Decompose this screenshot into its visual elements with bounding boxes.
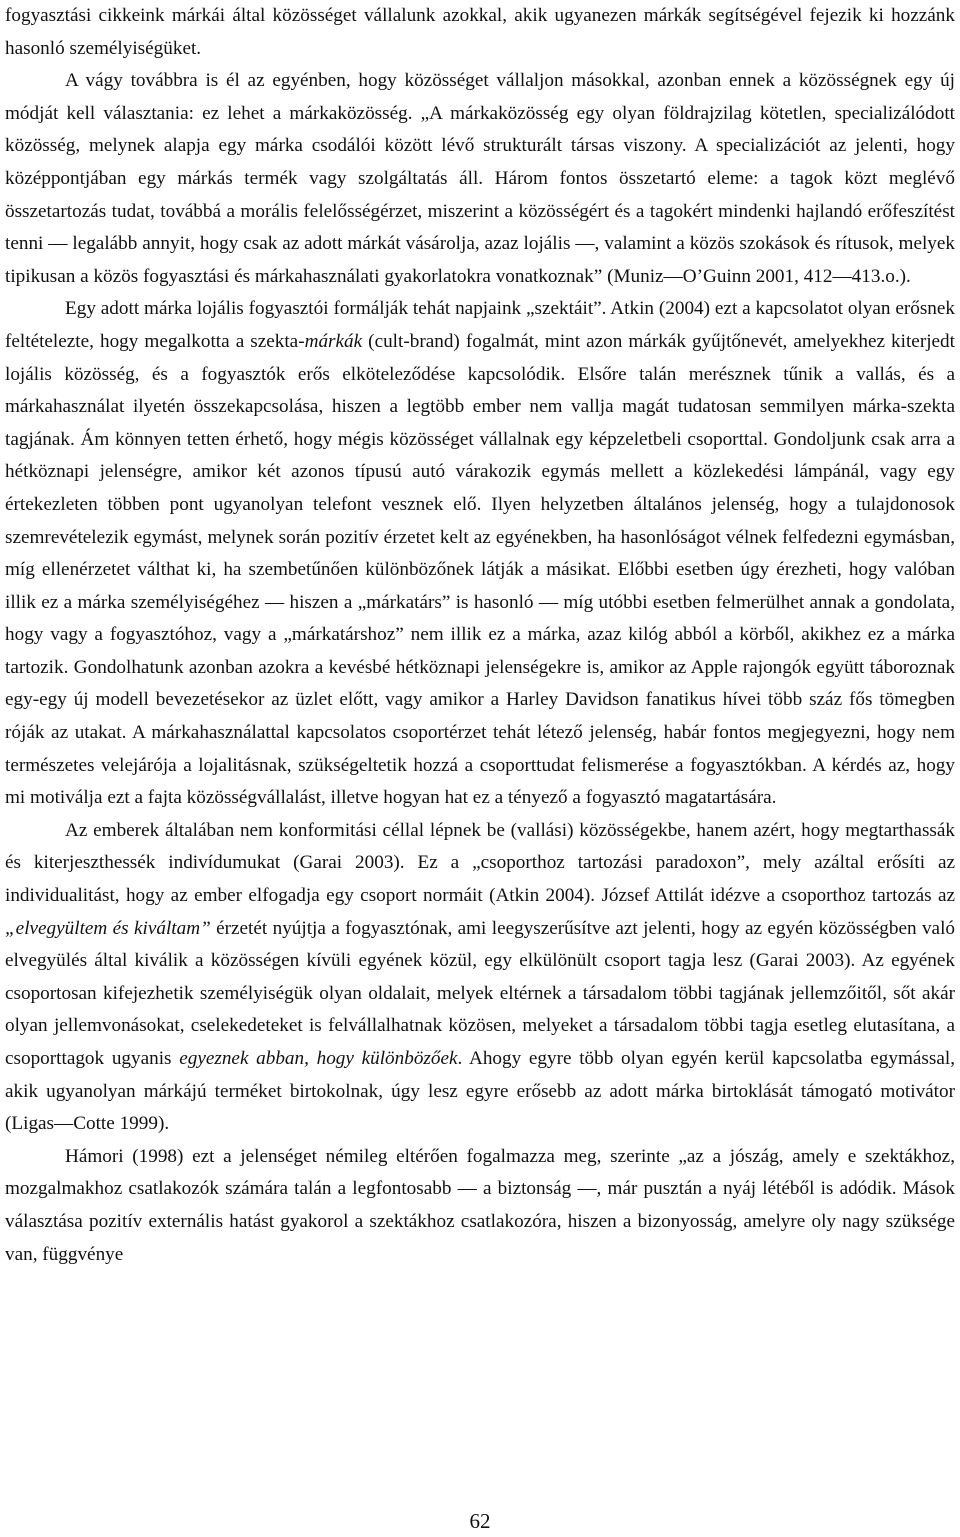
paragraph — [5, 65, 955, 293]
paragraph-text: érzetét nyújtja a fogyasztónak, ami leegyszerűsítve azt jelenti, hogy az egyén közösségben való elvegyülés által kiválik a közösségen kívüli egyének közül, egy elkülönült csoport tagja lesz (Garai 2003). Az egyének csoportosan kifejezhetik személyiségük olyan oldalait, melyek eltérnek a társadalom többi tagjának jellemzőitől, sőt akár olyan jellemvonásokat, cselekedeteket is felvállalhatnak közösen, melyeket a társadalom többi tagja esetleg elutasítana, a csoporttagok ugyanis — [5, 917, 955, 1069]
italic-text: márkák — [304, 330, 363, 352]
paragraph-text: fogyasztási cikkeink márkái által közösséget vállalunk azokkal, akik ugyanezen márkák segítségével fejezik ki hozzánk hasonló személyiségüket. — [5, 5, 955, 59]
paragraph-text: A vágy továbbra is él az egyénben, hogy közösséget vállaljon másokkal, azonban ennek a közösségnek egy új módját kell választania: ez lehet a márkaközösség. „A márkaközösség egy olyan földrajzilag kötetlen, specializálódott közösség, melynek alapja egy márka csodálói között lévő strukturált társas viszony. A specializációt az jelenti, hogy középpontjában egy márkás termék vagy szolgáltatás áll. Három fontos összetartó eleme: a tagok közt meglévő összetartozás tudat, továbbá a morális felelősségérzet, miszerint a közösségért és a tagokért mindenki hajlandó erőfeszítést tenni ― legalább annyit, hogy csak az adott márkát vásárolja, azaz lojális ―, valamint a közös szokások és rítusok, melyek tipikusan a közös fogyasztási és márkahasználati gyakorlatokra vonatkoznak” (Muniz―O’Guinn 2001, 412―413.o.). — [5, 70, 955, 287]
page-number: 62 — [469, 1509, 491, 1533]
italic-text: egyeznek abban, hogy különbözőek — [179, 1048, 458, 1069]
paragraph-text: . Ahogy egyre több olyan egyén kerül kapcsolatba egymással, akik ugyanolyan márkájú terméket birtokolnak, úgy lesz egyre erősebb az adott márka birtoklását támogató motivátor (Ligas―Cotte 1999). — [5, 1048, 955, 1135]
paragraph-text: (cult-brand) fogalmát, mint azon márkák gyűjtőnevét, amelyekhez kiterjedt lojális közösség, és a fogyasztók erős elköteleződése kapcsolódik. Elsőre talán merésznek tűnik a vallás, és a márkahasználat ilyetén összekapcsolása, hiszen a legtöbb ember nem vallja magát tudatosan semmilyen márka-szekta tagjának. Ám könnyen tetten érhető, hogy mégis közösséget vállalnak egy képzeletbeli csoporttal. Gondoljunk csak arra a hétköznapi jelenségre, amikor két azonos típusú autó várakozik egymás mellett a közlekedési lámpánál, vagy egy értekezleten többen pont ugyanolyan telefont vesznek elő. Ilyen helyzetben általános jelenség, hogy a tulajdonosok szemrevételezik egymást, melynek során pozitív érzetet kelt az egyénekben, ha hasonlóságot vélnek felfedezni egymásban, míg ellenérzetet válthat ki, ha szembetűnően különbözőnek látják a másikat. Előbbi esetben úgy érezheti, hogy valóban illik ez a márka személyiségéhez ― hiszen a „márkatárs” is hasonló ― míg utóbbi esetben felmerülhet annak a gondolata, hogy vagy a fogyasztóhoz, vagy a „márkatárshoz” nem illik ez a márka, azaz kilóg abból a körből, akikhez ez a márka tartozik. Gondolhatunk azonban azokra a kevésbé hétköznapi jelenségekre is, amikor az Apple rajongók együtt táboroznak egy-egy új modell bevezetésekor az üzlet előtt, vagy amikor a Harley Davidson fanatikus hívei több száz fős tömegben róják az utakat. A márkahasználattal kapcsolatos csoportérzet tehát létező jelenség, habár fontos megjegyezni, hogy nem természetes velejárója a lojalitásnak, szükségeltetik hozzá a csoporttudat felismerése a fogyasztókban. A kérdés az, hogy mi motiválja ezt a fajta közösségvállalást, illetve hogyan hat ez a tényező a fogyasztó magatartására. — [5, 330, 955, 809]
italic-text: „elvegyültem és kiváltam” — [5, 917, 211, 939]
paragraph-text: Az emberek általában nem konformitási céllal lépnek be (vallási) közösségekbe, hanem azért, hogy megtarthassák és kiterjeszthessék indivídumukat (Garai 2003). Ez a „csoporthoz tartozási paradoxon”, mely azáltal erősíti az individualitást, hogy az ember elfogadja egy csoport normáit (Atkin 2004). József Attilát idézve a csoporthoz tartozás az — [5, 819, 955, 907]
document-page — [5, 0, 955, 1271]
paragraph — [5, 0, 955, 65]
paragraph — [5, 293, 955, 815]
paragraph-text: Egy adott márka lojális fogyasztói formálják tehát napjaink „szektáit”. Atkin (2004) ezt a kapcsolatot olyan erősnek feltételezte, hogy megalkotta a szekta- — [5, 298, 955, 352]
paragraph — [5, 815, 955, 1141]
paragraph-text: Hámori (1998) ezt a jelenséget némileg eltérően fogalmazza meg, szerinte „az a jószág, amely e szektákhoz, mozgalmakhoz csatlakozók számára talán a legfontosabb ― a biztonság ―, már pusztán a nyáj létéből is adódik. Mások választása pozitív externális hatást gyakorol a szektákhoz csatlakozóra, hiszen a bizonyosság, amelyre oly nagy szüksége van, függvénye — [5, 1145, 955, 1265]
paragraph — [5, 1141, 955, 1271]
